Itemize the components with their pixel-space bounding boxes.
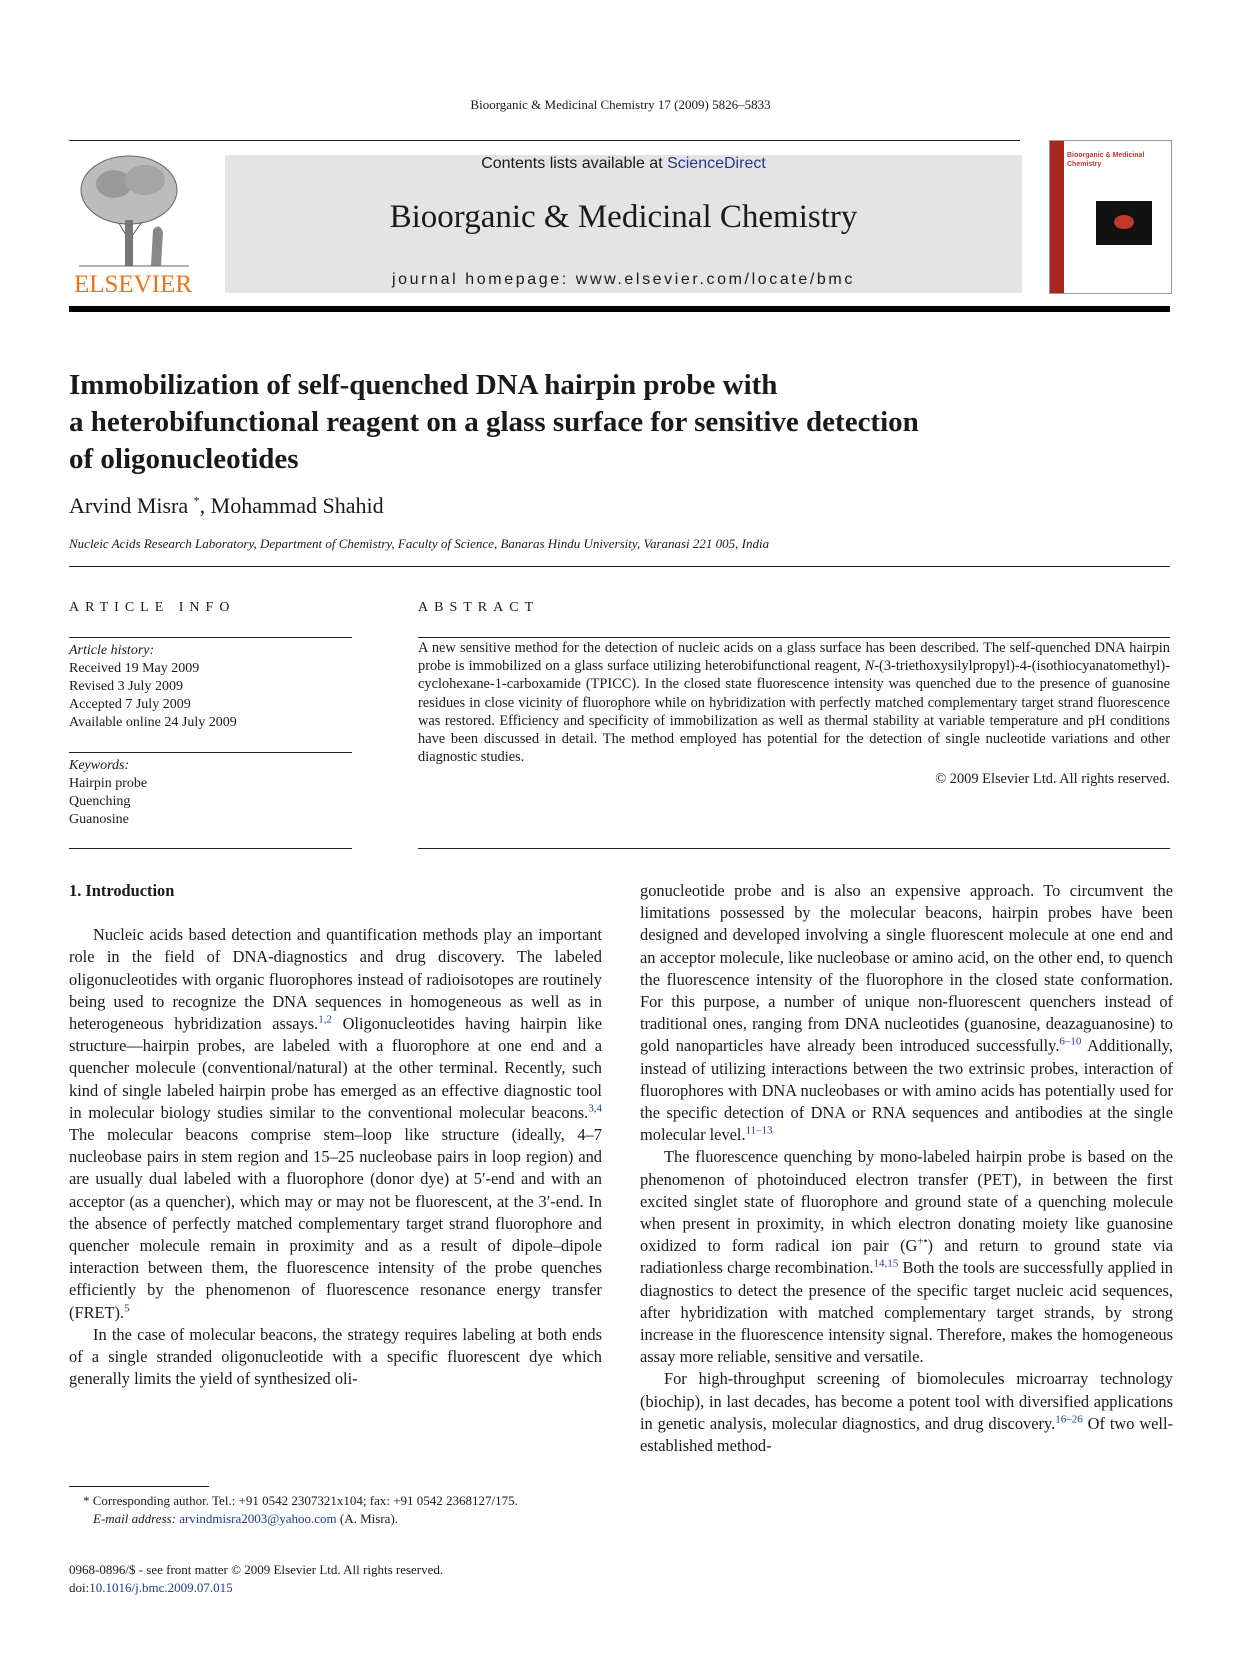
keywords-label: Keywords: (69, 758, 130, 773)
history-label: Article history: (69, 643, 155, 658)
abstract-text: -(3-triethoxysilylpropyl)-4-(isothiocyanatomethyl)-cyclohexane-1-carboxamide (TPICC). In the closed state fluorescence intensity was quenched due to the presence of guanosine residues in close vicinity of fluorophore while on hybridization with perfectly matched complementary target strand fluorescence was restored. Efficiency and specificity of immobilization as well as thermal stability at variable temperature and pH conditions have been discussed in detail. The method employed has potential for the detection of single nucleotide variations and other diagnostic studies. (418, 658, 1170, 766)
contents-prefix: Contents lists available at (481, 155, 668, 172)
journal-homepage[interactable]: journal homepage: www.elsevier.com/locate/bmc (392, 271, 855, 288)
cover-band (1050, 141, 1064, 293)
journal-banner (225, 155, 1022, 293)
email-note: E-mail address: arvindmisra2003@yahoo.com (A. Misra). (93, 1511, 399, 1526)
article-history (69, 642, 237, 732)
keywords (69, 757, 147, 829)
article-info-heading: ARTICLE INFO (69, 600, 236, 615)
corresponding-note: * Corresponding author. Tel.: +91 0542 2307321x104; fax: +91 0542 2368127/175. (83, 1493, 518, 1508)
paragraph: For high-throughput screening of biomolecules microarray technology (biochip), in last decades, has become a potent tool with diversified applications in genetic analysis, molecular diagnostics, and drug discovery.$^{16-26}$ Of two well-established method- (640, 1369, 1173, 1456)
publisher-logo (69, 150, 197, 298)
journal-reference: Bioorganic & Medicinal Chemistry 17 (2009) 5826–5833 (470, 97, 771, 112)
paragraph: gonucleotide probe and is also an expensive approach. To circumvent the limitations possessed by the molecular beacons, hairpin probes have been designed and developed involving a single fluorescent molecule at one end and an acceptor molecule, like nucleobase or amino acid, on the other end, to quench the fluorescence intensity of the fluorophore in the closed state conformation. For this purpose, a number of unique non-fluorescent quenchers instead of traditional ones, ranging from DNA nucleotides (guanosine, deazaguanosine) to gold nanoparticles have already been introduced successfully.$^{6-10}$ Additionally, instead of utilizing interactions between the two extrinsic probes, interaction of fluorophores with DNA nucleobases or with amino acids has potentially used for the specific detection of DNA or RNA sequences and antibodies at the single molecular level.$^{11-13}$ (640, 881, 1173, 1145)
journal-title: Bioorganic & Medicinal Chemistry (389, 199, 858, 235)
citation-link[interactable]: 3,4 (588, 1102, 602, 1115)
cover-title: Bioorganic & Medicinal Chemistry (1067, 152, 1145, 168)
article-title (69, 367, 1069, 478)
title-rule (69, 566, 1170, 567)
citation-link[interactable]: 6–10 (1059, 1035, 1082, 1048)
masthead-rule (69, 306, 1170, 312)
history-item: Available online 24 July 2009 (69, 715, 237, 730)
history-item: Accepted 7 July 2009 (69, 697, 191, 712)
title-line: Immobilization of self-quenched DNA hairpin probe with (69, 369, 778, 401)
citation-link[interactable]: 5 (124, 1302, 130, 1315)
corresponding-mark[interactable]: * (193, 493, 200, 508)
citation-link[interactable]: 14,15 (873, 1257, 899, 1270)
abstract-text: N (864, 658, 875, 675)
elsevier-tree-icon (69, 150, 197, 268)
citation-link[interactable]: 1,2 (318, 1013, 332, 1026)
author-name: , Mohammad Shahid (199, 493, 384, 518)
footnote (69, 1492, 602, 1528)
charge-superscript: +• (917, 1235, 928, 1248)
paragraph: In the case of molecular beacons, the strategy requires labeling at both ends of a single stranded oligonucleotide with a specific fluorescent dye which generally limits the yield of synthesized oli- (69, 1324, 602, 1389)
body-column-right (640, 880, 1173, 1457)
paragraph: Nucleic acids based detection and quantification methods play an important role in the field of DNA-diagnostics and drug discovery. The labeled oligonucleotides with organic fluorophores instead of radioisotopes are routinely being used to recognize the DNA sequences in homogeneous as well as in heterogeneous hybridization assays.$^{1,2}$ Oligonucleotides having hairpin like structure—hairpin probes, are labeled with a fluorophore at one end and a quencher molecule (conventional/natural) at the other terminal. Recently, such kind of single labeled hairpin probe has emerged as an effective diagnostic tool in molecular biology studies similar to the conventional molecular beacons.$^{3,4}$ The molecular beacons comprise stem–loop like structure (ideally, 4–7 nucleobase pairs in stem region and 15–25 nucleobase pairs in loop region) and are usually dual labeled with a fluorophore (donor dye) at 5′-end and with an acceptor (as a quencher), which may or may not be fluorescent, at the 3′-end. In the absence of perfectly matched complementary target strand fluorophore and quencher molecule remain in proximity and as a result of dipole–dipole interaction between them, the fluorescence intensity of the probe quenches efficiently by the phenomenon of fluorescence resonance energy transfer (FRET).$^5$ (69, 925, 602, 1322)
email-link[interactable]: arvindmisra2003@yahoo.com (179, 1511, 337, 1526)
sciencedirect-link[interactable]: ScienceDirect (667, 155, 766, 172)
footnote-rule (69, 1486, 209, 1487)
body-column-left (69, 880, 602, 1390)
journal-cover-image (1049, 140, 1172, 294)
cover-illustration (1096, 201, 1152, 245)
author-name: Arvind Misra (69, 493, 189, 518)
paragraph: The fluorescence quenching by mono-labeled hairpin probe is based on the phenomenon of photoinduced electron transfer (PET), in between the first excited singlet state of fluorophore and ground state of a quenching molecule when present in proximity, in which electron donating moiety like guanosine oxidized to form radical ion pair (G+•) and return to ground state via radiationless charge recombination.$^{14,15}$ Both the tools are successfully applied in diagnostics to detect the presence of the specific target nucleic acid sequences, after hybridization with matched complementary target strands, by strong increase in the fluorescence intensity signal. Therefore, makes the homogeneous assay more reliable, sensitive and versatile. (640, 1147, 1173, 1367)
title-line: of oligonucleotides (69, 443, 299, 475)
citation-link[interactable]: 11–13 (745, 1124, 773, 1137)
abstract-text: A new sensitive method for the detection of nucleic acids on a glass surface has been described. The self-quenched DNA hairpin probe is immobilized on a glass surface utilizing heterobifunctional reagent, (418, 640, 1170, 675)
abstract-rule (418, 848, 1170, 849)
keyword: Quenching (69, 794, 131, 809)
info-rule (69, 637, 352, 638)
abstract-body (418, 639, 1170, 789)
doi-link[interactable]: 10.1016/j.bmc.2009.07.015 (89, 1580, 233, 1595)
affiliation: Nucleic Acids Research Laboratory, Department of Chemistry, Faculty of Science, Banaras Hindu University, Varanasi 221 005, India (69, 536, 770, 551)
abstract-heading: ABSTRACT (418, 600, 540, 615)
publisher-name: ELSEVIER (73, 271, 193, 298)
front-matter (69, 1561, 602, 1597)
history-item: Revised 3 July 2009 (69, 679, 183, 694)
info-rule (69, 752, 352, 753)
contents-availability (225, 155, 1022, 173)
issn-line: 0968-0896/$ - see front matter © 2009 Elsevier Ltd. All rights reserved. (69, 1562, 444, 1577)
info-rule (69, 848, 352, 849)
header-rule (69, 140, 1020, 141)
keyword: Hairpin probe (69, 776, 148, 791)
doi-line: doi:10.1016/j.bmc.2009.07.015 (69, 1580, 233, 1595)
abstract-rule (418, 637, 1170, 638)
section-heading: 1. Introduction (69, 881, 175, 900)
abstract-copyright: © 2009 Elsevier Ltd. All rights reserved. (935, 771, 1170, 788)
citation-link[interactable]: 16–26 (1055, 1413, 1083, 1426)
keyword: Guanosine (69, 812, 129, 827)
author-list (69, 493, 384, 519)
history-item: Received 19 May 2009 (69, 661, 200, 676)
title-line: a heterobifunctional reagent on a glass surface for sensitive detection (69, 406, 919, 438)
